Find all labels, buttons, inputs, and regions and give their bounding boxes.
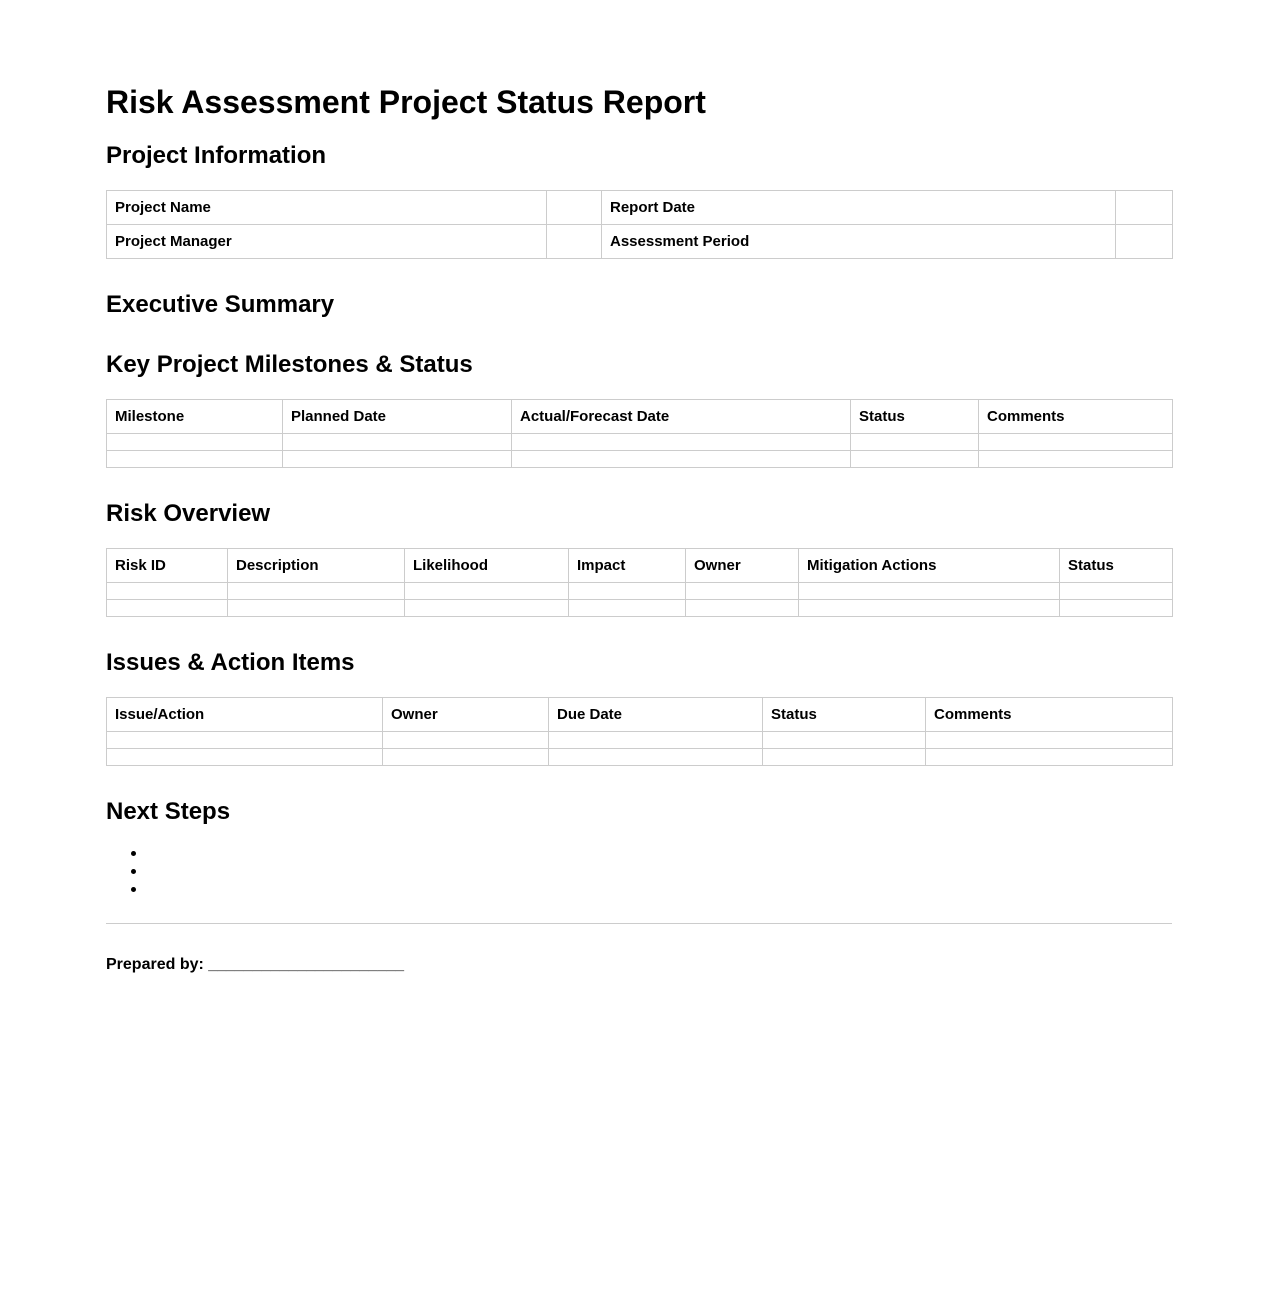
column-header: Likelihood: [405, 549, 569, 583]
report-date-label: Report Date: [602, 191, 1116, 225]
table-cell[interactable]: [763, 732, 926, 749]
table-cell[interactable]: [107, 583, 228, 600]
column-header: Comments: [926, 698, 1173, 732]
table-cell[interactable]: [512, 434, 851, 451]
table-cell[interactable]: [979, 451, 1173, 468]
column-header: Owner: [686, 549, 799, 583]
project-name-value[interactable]: [547, 191, 602, 225]
column-header: Status: [1060, 549, 1173, 583]
table-cell[interactable]: [1060, 600, 1173, 617]
column-header: Status: [851, 400, 979, 434]
project-information-table: [106, 190, 1173, 259]
next-steps-list: [106, 843, 130, 897]
column-header: Due Date: [549, 698, 763, 732]
table-header-row: [107, 549, 1173, 583]
divider: [106, 923, 1172, 924]
assessment-period-value[interactable]: [1116, 225, 1173, 259]
column-header: Milestone: [107, 400, 283, 434]
table-cell[interactable]: [549, 749, 763, 766]
table-row: [107, 225, 1173, 259]
table-cell[interactable]: [686, 583, 799, 600]
project-information-heading: Project Information: [106, 142, 327, 169]
table-cell[interactable]: [763, 749, 926, 766]
bullet-icon: [131, 851, 136, 856]
bullet-icon: [131, 887, 136, 892]
table-cell[interactable]: [228, 583, 405, 600]
column-header: Issue/Action: [107, 698, 383, 732]
table-row: [107, 600, 1173, 617]
next-steps-heading: Next Steps: [106, 798, 231, 825]
table-cell[interactable]: [799, 600, 1060, 617]
column-header: Impact: [569, 549, 686, 583]
table-cell[interactable]: [851, 451, 979, 468]
table-cell[interactable]: [851, 434, 979, 451]
project-name-label: Project Name: [107, 191, 547, 225]
project-manager-value[interactable]: [547, 225, 602, 259]
table-cell[interactable]: [107, 600, 228, 617]
column-header: Owner: [383, 698, 549, 732]
executive-summary-heading: Executive Summary: [106, 291, 335, 318]
table-cell[interactable]: [228, 600, 405, 617]
table-cell[interactable]: [107, 451, 283, 468]
column-header: Planned Date: [283, 400, 512, 434]
table-cell[interactable]: [383, 732, 549, 749]
table-cell[interactable]: [512, 451, 851, 468]
bullet-icon: [131, 869, 136, 874]
table-cell[interactable]: [979, 434, 1173, 451]
column-header: Mitigation Actions: [799, 549, 1060, 583]
report-date-value[interactable]: [1116, 191, 1173, 225]
prepared-by-line: Prepared by: ______________________: [106, 956, 405, 973]
assessment-period-label: Assessment Period: [602, 225, 1116, 259]
column-header: Description: [228, 549, 405, 583]
table-cell[interactable]: [926, 749, 1173, 766]
table-cell[interactable]: [569, 583, 686, 600]
table-row: [107, 732, 1173, 749]
table-cell[interactable]: [107, 749, 383, 766]
column-header: Comments: [979, 400, 1173, 434]
column-header: Risk ID: [107, 549, 228, 583]
risk-overview-table: [106, 548, 1173, 617]
table-cell[interactable]: [107, 434, 283, 451]
project-manager-label: Project Manager: [107, 225, 547, 259]
table-row: [107, 749, 1173, 766]
risk-overview-heading: Risk Overview: [106, 500, 271, 527]
table-row: [107, 451, 1173, 468]
table-row: [107, 191, 1173, 225]
table-header-row: [107, 698, 1173, 732]
column-header: Actual/Forecast Date: [512, 400, 851, 434]
table-cell[interactable]: [107, 732, 383, 749]
table-cell[interactable]: [405, 583, 569, 600]
table-cell[interactable]: [549, 732, 763, 749]
document-title: Risk Assessment Project Status Report: [106, 84, 706, 120]
table-cell[interactable]: [1060, 583, 1173, 600]
milestones-heading: Key Project Milestones & Status: [106, 351, 473, 378]
table-header-row: [107, 400, 1173, 434]
table-cell[interactable]: [799, 583, 1060, 600]
column-header: Status: [763, 698, 926, 732]
milestones-table: [106, 399, 1173, 468]
table-cell[interactable]: [569, 600, 686, 617]
table-cell[interactable]: [283, 451, 512, 468]
table-cell[interactable]: [686, 600, 799, 617]
table-row: [107, 434, 1173, 451]
issues-table: [106, 697, 1173, 766]
table-cell[interactable]: [283, 434, 512, 451]
issues-heading: Issues & Action Items: [106, 649, 355, 676]
table-row: [107, 583, 1173, 600]
table-cell[interactable]: [405, 600, 569, 617]
table-cell[interactable]: [383, 749, 549, 766]
table-cell[interactable]: [926, 732, 1173, 749]
